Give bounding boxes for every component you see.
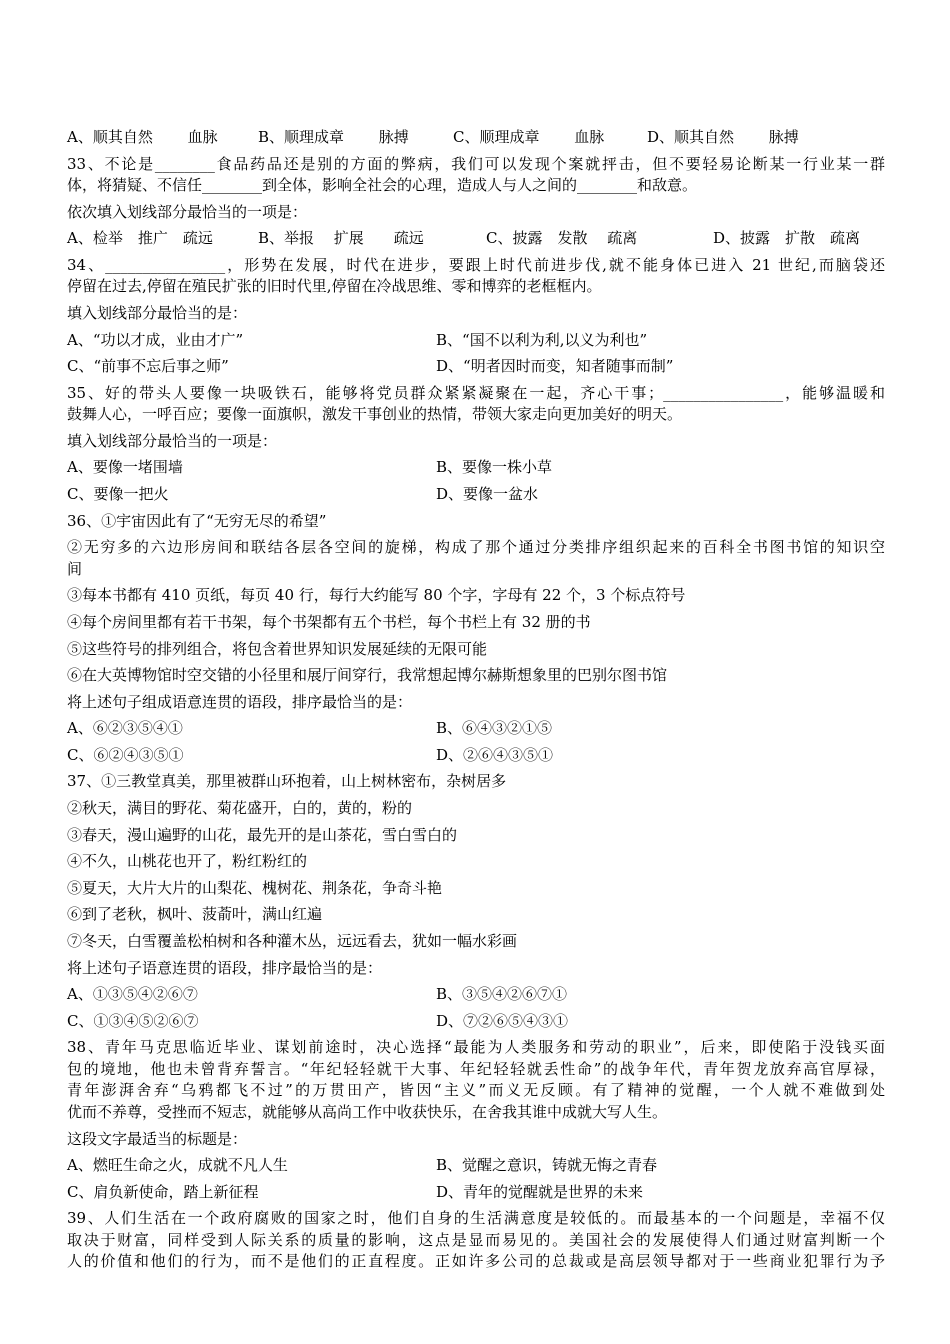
option-a: A、顺其自然 血脉 [67,128,218,146]
option-d: D、“明者因时而变，知者随事而制” [436,357,674,376]
option-c: C、①③④⑤②⑥⑦ [67,1011,199,1030]
sentence-text: 间 [67,559,83,578]
q37-sentence-7: ⑦冬天，白雪覆盖松柏树和各种灌木丛，远远看去，犹如一幅水彩画 [67,932,518,951]
question-prompt: 填入划线部分最恰当的一项是： [67,431,278,450]
q36-sentence-3: ③每本书都有 410 页纸，每页 40 行，每行大约能写 80 个字，字母有 22 个，3 个标点符号 [67,586,686,605]
q37-sentence-3: ③春天，漫山遍野的山花，最先开的是山茶花，雪白雪白的 [67,825,458,844]
q37-options-cd [67,1011,885,1033]
option-c: C、顺理成章 血脉 [453,128,605,146]
q37-sentence-4: ④不久，山桃花也开了，粉红粉红的 [67,852,308,871]
q37-sentence-1: 37、①三教堂真美，那里被群山环抱着，山上树林密布，杂树居多 [67,772,507,791]
question-text: 人的价值和他们的行为，而不是他们的正直程度。正如许多公司的总裁或是高层领导都对于一些商业犯罪行为予 [67,1252,885,1271]
option-b: B、⑥④③②①⑤ [436,719,553,738]
question-text: 体，将猜疑、不信任________到全体，影响全社会的心理，造成人与人之间的________和敌意。 [67,176,698,195]
option-a: A、燃旺生命之火，成就不凡人生 [67,1156,288,1175]
question-text: 取决于财富，同样受到人际关系的质量的影响，这点是显而易见的。美国社会的发展使得人们通过财富判断一个 [67,1230,885,1249]
q37-sentence-6: ⑥到了老秋，枫叶、菠萮叶，满山红遍 [67,905,323,924]
option-c: C、要像一把火 [67,485,169,504]
q37-sentence-5: ⑤夏天，大片大片的山梨花、槐树花、荆条花，争奇斗艳 [67,878,443,897]
q36-sentence-4: ④每个房间里都有若干书架，每个书架都有五个书栏，每个书栏上有 32 册的书 [67,612,591,631]
q35-options-ab [67,457,885,479]
q37-options-ab [67,984,885,1006]
q36-sentence-5: ⑤这些符号的排列组合，将包含着世界知识发展延续的无限可能 [67,639,488,658]
question-prompt: 将上述句子语意连贯的语段，排序最恰当的是： [67,958,383,977]
question-text: 39、人们生活在一个政府腐败的国家之时，他们自身的生活满意度是较低的。而最基本的一个问题是，幸福不仅 [67,1209,885,1228]
option-b: B、觉醒之意识，铸就无悔之青春 [436,1156,658,1175]
question-38 [67,1037,885,1123]
question-39 [67,1208,885,1273]
option-c: C、⑥②④③⑤① [67,745,184,764]
question-prompt: 填入划线部分最恰当的是： [67,303,248,322]
option-d: D、青年的觉醒就是世界的未来 [436,1182,644,1201]
question-text: 包的境地，他也未曾背弃誓言。“年纪轻轻就干大事、年纪轻轻就丢性命”的战争年代，青年贺龙放弃高官厚禄， [67,1059,885,1078]
option-c: C、“前事不忘后事之师” [67,357,229,376]
option-c: C、肩负新使命，踏上新征程 [67,1182,259,1201]
q38-options-cd [67,1182,885,1204]
q38-options-ab [67,1155,885,1177]
question-34 [67,255,885,298]
q32-options [67,127,885,149]
option-d: D、顺其自然 脉搏 [647,128,799,146]
option-b: B、要像一株小草 [436,458,553,477]
q36-options-cd [67,745,885,767]
question-33 [67,154,885,197]
option-a: A、⑥②③⑤④① [67,719,183,738]
question-prompt: 这段文字最适当的标题是： [67,1129,248,1148]
q37-sentence-2: ②秋天，满目的野花、菊花盛开，白的，黄的，粉的 [67,799,413,818]
q36-options-ab [67,718,885,740]
question-text: 38、青年马克思临近毕业、谋划前途时，决心选择“最能为人类服务和劳动的职业”，后来，即使陷于没钱买面 [67,1038,885,1057]
option-a: A、要像一堵围墙 [67,458,183,477]
question-prompt: 将上述句子组成语意连贯的语段，排序最恰当的是： [67,692,413,711]
option-b: B、③⑤④②⑥⑦① [436,985,568,1004]
question-text: 优而不养尊，受挫而不短志，就能够从高尚工作中收获快乐，在舍我其谁中成就大写人生。 [67,1102,668,1121]
option-d: D、⑦②⑥⑤④③① [436,1011,569,1030]
exam-page [67,127,885,1278]
question-text: 停留在过去,停留在殖民扩张的旧时代里,停留在冷战思维、零和博弈的老框框内。 [67,277,602,296]
option-d: D、要像一盆水 [436,485,539,504]
option-a: A、“功以才成，业由才广” [67,330,244,349]
option-d: D、②⑥④③⑤① [436,745,554,764]
question-text: 鼓舞人心，一呼百应；要像一面旗帜，激发干事创业的热情，带领大家走向更加美好的明天。 [67,405,683,424]
option-b: B、举报 扩展 疏远 [258,229,424,248]
q34-options-ab [67,330,885,352]
question-text: 青年澎湃舍弃“乌鸦都飞不过”的万贯田产，皆因“主义”而义无反顾。有了精神的觉醒，一个人就不难做到处 [67,1081,885,1100]
option-b: B、“国不以利为利,以义为利也” [436,330,648,349]
q36-sentence-6: ⑥在大英博物馆时空交错的小径里和展厅间穿行，我常想起博尔赫斯想象里的巴别尔图书馆 [67,666,668,685]
q34-options-cd [67,356,885,378]
q36-sentence-2 [67,537,885,580]
q36-sentence-1: 36、①宇宙因此有了“无穷无尽的希望” [67,511,327,530]
option-b: B、顺理成章 脉搏 [258,128,409,146]
sentence-text: ②无穷多的六边形房间和联结各层各空间的旋梯，构成了那个通过分类排序组织起来的百科全书图书馆的知识空 [67,538,885,557]
question-text: 33、不论是________食品药品还是别的方面的弊病，我们可以发现个案就抨击，但不要轻易论断某一行业某一群 [67,154,885,173]
option-a: A、①③⑤④②⑥⑦ [67,985,198,1004]
q33-options [67,228,885,250]
question-35 [67,383,885,426]
option-d: D、披露 扩散 疏离 [713,229,861,248]
question-prompt: 依次填入划线部分最恰当的一项是： [67,202,308,221]
question-text: 35、好的带头人要像一块吸铁石，能够将党员群众紧紧凝聚在一起，齐心干事；________________，能够温暖和 [67,383,885,402]
q35-options-cd [67,484,885,506]
option-a: A、检举 推广 疏远 [67,229,213,248]
question-text: 34、________________，形势在发展，时代在进步，要跟上时代前进步伐,就不能身体已进入 21 世纪,而脑袋还 [67,255,885,274]
option-c: C、披露 发散 疏离 [486,229,638,248]
